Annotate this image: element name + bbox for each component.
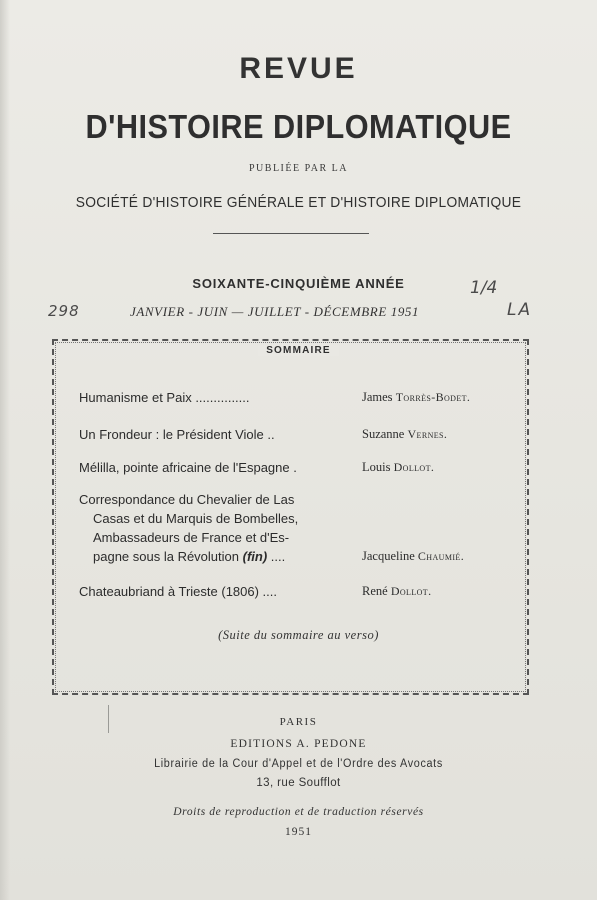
sommaire-continued: (Suite du sommaire au verso) xyxy=(218,628,379,642)
author-last-name: Vernes. xyxy=(407,427,448,441)
toc-entry-author xyxy=(362,582,432,601)
rights-notice: Droits de reproduction et de traduction réservés xyxy=(173,806,424,818)
divider-rule xyxy=(213,233,369,234)
author-last-name: Dollot. xyxy=(390,584,432,598)
toc-entry-author xyxy=(362,388,470,407)
toc-title-fin: (fin) xyxy=(242,549,268,564)
toc-entry-title: Mélilla, pointe africaine de l'Espagne . xyxy=(79,460,297,475)
author-first-name: Louis xyxy=(362,460,394,474)
toc-entry-title xyxy=(79,490,359,566)
toc-title-dots: .... xyxy=(267,549,286,564)
sommaire-label: SOMMAIRE xyxy=(258,345,339,356)
author-first-name: René xyxy=(362,584,391,598)
author-first-name: James xyxy=(362,390,396,404)
title-revue: REVUE xyxy=(239,52,358,85)
toc-title-line: Ambassadeurs de France et d'Es- xyxy=(93,530,290,545)
handwritten-letters: LA xyxy=(507,300,533,320)
author-last-name: Chaumié. xyxy=(417,549,465,563)
author-first-name: Jacqueline xyxy=(362,549,418,563)
author-first-name: Suzanne xyxy=(362,427,408,441)
author-last-name: Dollot. xyxy=(393,460,435,474)
publisher-address: 13, rue Soufflot xyxy=(256,777,341,789)
publisher-name: EDITIONS A. PEDONE xyxy=(230,738,367,750)
toc-entry-author xyxy=(362,425,447,444)
handwritten-fraction: 1/4 xyxy=(470,278,498,298)
toc-title-line: Casas et du Marquis de Bombelles, xyxy=(93,511,299,526)
toc-entry-author xyxy=(362,547,464,566)
toc-entry-author xyxy=(362,458,434,477)
title-main: D'HISTOIRE DIPLOMATIQUE xyxy=(85,108,512,145)
page-edge-shadow xyxy=(0,0,10,900)
publisher-librairie: Librairie de la Cour d'Appel et de l'Ordre des Avocats xyxy=(154,758,443,770)
toc-entry-title: Un Frondeur : le Président Viole .. xyxy=(79,427,275,442)
sommaire-heading xyxy=(0,340,597,358)
author-last-name: Torrès-Bodet. xyxy=(395,390,471,404)
toc-title-line: Correspondance du Chevalier de Las xyxy=(79,492,295,507)
publisher-city: PARIS xyxy=(279,716,318,728)
toc-title-line-text: pagne sous la Révolution xyxy=(93,549,239,564)
handwritten-number: 298 xyxy=(48,302,80,320)
published-by: PUBLIÉE PAR LA xyxy=(249,163,348,174)
toc-entry-title: Humanisme et Paix ............... xyxy=(79,390,250,405)
toc-entry-title: Chateaubriand à Trieste (1806) .... xyxy=(79,584,278,599)
toc-title-line xyxy=(79,547,359,566)
publication-year: 1951 xyxy=(285,826,312,838)
issue-year: SOIXANTE-CINQUIÈME ANNÉE xyxy=(192,276,405,291)
issue-period: JANVIER - JUIN — JUILLET - DÉCEMBRE 1951 xyxy=(130,304,420,319)
society-name: SOCIÉTÉ D'HISTOIRE GÉNÉRALE ET D'HISTOIRE DIPLOMATIQUE xyxy=(75,194,522,211)
